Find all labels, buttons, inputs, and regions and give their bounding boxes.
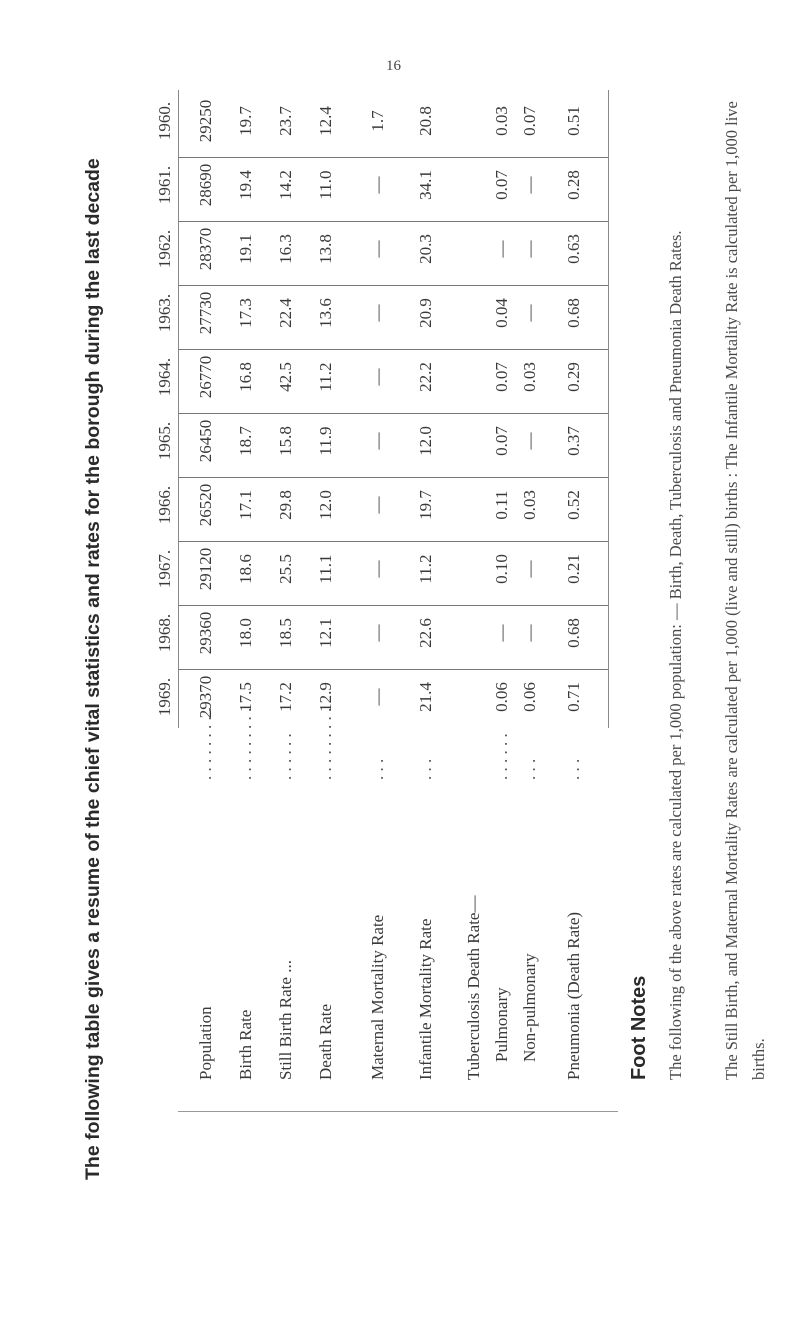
table-cell: 0.07 <box>492 426 511 456</box>
table-cell: 25.5 <box>276 554 295 584</box>
year-header: 1963. <box>155 293 174 333</box>
leader-dots: . . . <box>368 758 387 780</box>
table-cell: 29370 <box>196 675 215 719</box>
table-cell: 26520 <box>196 483 215 527</box>
table-cell: 0.10 <box>492 554 511 584</box>
table-cell: 22.6 <box>416 618 435 648</box>
year-header: 1968. <box>155 613 174 653</box>
table-cell: 29120 <box>196 547 215 591</box>
page-number: 16 <box>386 58 401 74</box>
table-cell: 0.03 <box>492 106 511 136</box>
table-cell: 0.29 <box>564 362 583 392</box>
table-cell: 0.68 <box>564 298 583 328</box>
table-cell: 18.5 <box>276 618 295 648</box>
table-cell: 0.71 <box>564 682 583 712</box>
row-label: Maternal Mortality Rate <box>368 914 387 1080</box>
table-cell: 1.7 <box>368 110 387 132</box>
table-cell: 0.68 <box>564 618 583 648</box>
row-label: Tuberculosis Death Rate— <box>464 895 483 1080</box>
leader-dots: . . . . . . . . . <box>196 707 215 780</box>
table-cell: 17.1 <box>236 490 255 520</box>
table-cell: — <box>368 560 387 578</box>
year-header: 1962. <box>155 229 174 269</box>
table-cell: 12.1 <box>316 618 335 648</box>
leader-dots: . . . <box>564 758 583 780</box>
table-cell: 0.52 <box>564 490 583 520</box>
table-cell: — <box>368 176 387 194</box>
table-cell: — <box>492 624 511 642</box>
leader-dots: . . . . . . . . . <box>316 707 335 780</box>
table-cell: 19.7 <box>236 106 255 136</box>
table-cell: 20.3 <box>416 234 435 264</box>
table-cell: — <box>520 624 539 642</box>
row-label: Birth Rate <box>236 1009 255 1080</box>
table-cell: 12.0 <box>416 426 435 456</box>
table-heading: The following table gives a resume of the chief vital statistics and rates for the borough during the last decade <box>82 158 104 1180</box>
table-cell: 11.1 <box>316 554 335 584</box>
table-cell: 26450 <box>196 419 215 463</box>
table-cell: 20.9 <box>416 298 435 328</box>
table-cell: 0.11 <box>492 490 511 520</box>
table-cell: 18.6 <box>236 554 255 584</box>
table-cell: — <box>368 496 387 514</box>
table-cell: 42.5 <box>276 362 295 392</box>
row-label: Non-pulmonary <box>520 953 539 1062</box>
table-cell: 0.07 <box>492 362 511 392</box>
table-cell: 0.63 <box>564 234 583 264</box>
foot-note-paragraph-1: The following of the above rates are calculated per 1,000 population: — Birth, Death, Tuberculosis and Pneumonia Death Rates. <box>666 230 685 1080</box>
table-cell: 23.7 <box>276 106 295 136</box>
table-cell: 14.2 <box>276 170 295 200</box>
table-cell: 26770 <box>196 355 215 399</box>
table-cell: 0.06 <box>520 682 539 712</box>
table-cell: — <box>368 304 387 322</box>
year-header: 1960. <box>155 101 174 141</box>
table-cell: 28690 <box>196 163 215 207</box>
year-header: 1961. <box>155 165 174 205</box>
table-cell: 12.4 <box>316 106 335 136</box>
table-cell: 0.28 <box>564 170 583 200</box>
table-cell: 18.0 <box>236 618 255 648</box>
table-cell: 18.7 <box>236 426 255 456</box>
table-cell: 17.2 <box>276 682 295 712</box>
table-cell: — <box>520 304 539 322</box>
foot-note-paragraph-2: The Still Birth, and Maternal Mortality Rates are calculated per 1,000 (live and still) births : The Infantile Mortality Rate is calculated per 1,000 live births. <box>722 101 768 1080</box>
year-header: 1969. <box>155 677 174 717</box>
table-cell: 0.06 <box>492 682 511 712</box>
table-cell: 13.6 <box>316 298 335 328</box>
table-cell: — <box>368 432 387 450</box>
table-cell: 29360 <box>196 611 215 655</box>
table-cell: — <box>520 432 539 450</box>
table-cell: 29250 <box>196 99 215 143</box>
table-cell: 22.2 <box>416 362 435 392</box>
leader-dots: . . . . . . <box>276 733 295 780</box>
table-cell: 16.8 <box>236 362 255 392</box>
table-cell: — <box>520 240 539 258</box>
year-header: 1964. <box>155 357 174 397</box>
table-cell: 11.2 <box>416 554 435 584</box>
row-label: Pneumonia (Death Rate) <box>564 911 583 1080</box>
table-cell: 0.04 <box>492 298 511 328</box>
row-label: Pulmonary <box>492 987 511 1062</box>
table-cell: 20.8 <box>416 106 435 136</box>
table-cell: 0.03 <box>520 490 539 520</box>
table-cell: — <box>368 240 387 258</box>
table-left-rule <box>178 1111 618 1112</box>
table-top-rule <box>178 90 179 728</box>
table-bottom-rule <box>608 90 609 728</box>
table-cell: — <box>368 624 387 642</box>
year-header: 1965. <box>155 421 174 461</box>
row-label: Infantile Mortality Rate <box>416 918 435 1080</box>
table-cell: 12.0 <box>316 490 335 520</box>
row-label: Still Birth Rate ... <box>276 960 295 1080</box>
table-cell: 12.9 <box>316 682 335 712</box>
table-cell: 34.1 <box>416 170 435 200</box>
row-label: Death Rate <box>316 1004 335 1080</box>
table-cell: — <box>368 368 387 386</box>
table-cell: 15.8 <box>276 426 295 456</box>
table-cell: 22.4 <box>276 298 295 328</box>
table-cell: 17.3 <box>236 298 255 328</box>
table-cell: 13.8 <box>316 234 335 264</box>
table-cell: 19.7 <box>416 490 435 520</box>
table-cell: 19.4 <box>236 170 255 200</box>
table-cell: 11.0 <box>316 170 335 200</box>
table-cell: 0.21 <box>564 554 583 584</box>
leader-dots: . . . . . . . . . <box>236 707 255 780</box>
table-cell: 28370 <box>196 227 215 271</box>
leader-dots: . . . <box>416 758 435 780</box>
leader-dots: . . . . . . <box>492 733 511 780</box>
table-cell: 0.07 <box>492 170 511 200</box>
table-cell: 0.07 <box>520 106 539 136</box>
table-cell: 0.37 <box>564 426 583 456</box>
table-cell: 11.2 <box>316 362 335 392</box>
year-header: 1966. <box>155 485 174 525</box>
table-cell: 29.8 <box>276 490 295 520</box>
table-cell: 21.4 <box>416 682 435 712</box>
table-cell: 16.3 <box>276 234 295 264</box>
table-cell: 0.51 <box>564 106 583 136</box>
leader-dots: . . . <box>520 758 539 780</box>
table-cell: — <box>492 240 511 258</box>
table-cell: — <box>520 176 539 194</box>
table-cell: 11.9 <box>316 426 335 456</box>
table-cell: — <box>520 560 539 578</box>
year-header: 1967. <box>155 549 174 589</box>
table-cell: — <box>368 688 387 706</box>
table-cell: 19.1 <box>236 234 255 264</box>
row-label: Population <box>196 1006 215 1080</box>
foot-notes-title: Foot Notes <box>628 975 650 1080</box>
table-cell: 17.5 <box>236 682 255 712</box>
table-cell: 27730 <box>196 291 215 335</box>
table-cell: 0.03 <box>520 362 539 392</box>
